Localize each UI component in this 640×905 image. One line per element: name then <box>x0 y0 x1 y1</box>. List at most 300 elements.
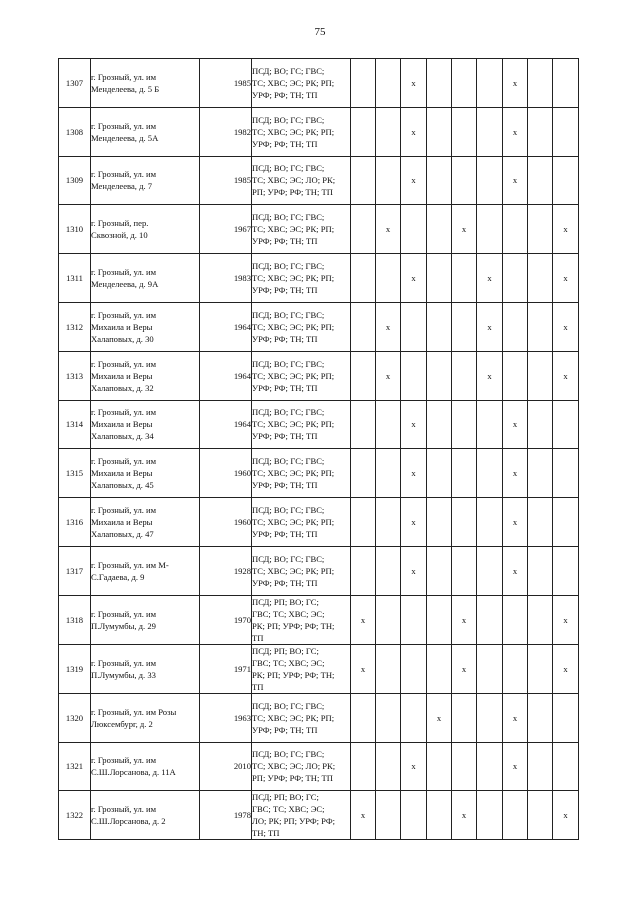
address-cell <box>91 400 200 449</box>
mark-cell <box>477 546 503 595</box>
systems-line: РК; РП; УРФ; РФ; ТН; <box>252 620 335 631</box>
systems-cell <box>252 59 351 108</box>
mark-cell <box>401 693 427 742</box>
x-mark: x <box>385 224 391 235</box>
mark-cell <box>553 107 579 156</box>
mark-cell <box>376 254 401 303</box>
mark-cell <box>528 107 553 156</box>
mark-cell <box>427 302 452 351</box>
year-cell: 1967 <box>200 205 252 254</box>
mark-cell <box>553 351 579 400</box>
mark-cell <box>528 156 553 205</box>
year-cell: 1985 <box>200 156 252 205</box>
systems-cell <box>252 254 351 303</box>
systems-line: УРФ; РФ; ТН; ТП <box>252 285 318 296</box>
systems-line: ПСД; РП; ВО; ГС; <box>252 645 319 656</box>
mark-cell <box>452 644 477 693</box>
address-line: П.Лумумбы, д. 29 <box>91 620 156 631</box>
table-row <box>59 595 579 644</box>
x-mark: x <box>411 126 416 137</box>
mark-cell <box>553 156 579 205</box>
row-number-cell: 1308 <box>59 107 91 156</box>
year-cell: 1983 <box>200 254 252 303</box>
mark-cell <box>477 59 503 108</box>
mark-cell <box>553 742 579 791</box>
address-cell <box>91 693 200 742</box>
systems-line: ПСД; ВО; ГС; ГВС; <box>252 261 325 272</box>
mark-cell <box>452 156 477 205</box>
mark-cell <box>477 400 503 449</box>
systems-line: ГВС; ТС; ХВС; ЭС; <box>252 804 325 815</box>
mark-cell <box>401 302 427 351</box>
table-row <box>59 449 579 498</box>
x-mark: x <box>385 370 391 381</box>
mark-cell <box>401 791 427 840</box>
systems-cell <box>252 644 351 693</box>
systems-line: ТС; ХВС; ЭС; ЛО; РК; <box>252 761 336 772</box>
year-cell: 1963 <box>200 693 252 742</box>
x-mark: x <box>512 712 518 723</box>
mark-cell <box>503 644 528 693</box>
x-mark: x <box>487 321 492 332</box>
address-line: г. Грозный, ул. им <box>91 169 157 180</box>
mark-cell <box>401 107 427 156</box>
systems-cell <box>252 693 351 742</box>
systems-line: УРФ; РФ; ТН; ТП <box>252 724 318 735</box>
mark-cell <box>503 302 528 351</box>
mark-cell <box>427 59 452 108</box>
mark-cell <box>452 546 477 595</box>
mark-cell <box>528 742 553 791</box>
x-mark: x <box>360 663 366 674</box>
x-mark: x <box>461 810 467 821</box>
row-number-cell: 1310 <box>59 205 91 254</box>
address-line: Сквозной, д. 10 <box>91 230 148 241</box>
systems-line: ТС; ХВС; ЭС; ЛО; РК; <box>252 175 336 186</box>
mark-cell <box>503 156 528 205</box>
mark-cell <box>427 254 452 303</box>
address-cell <box>91 546 200 595</box>
address-line: г. Грозный, ул. им <box>91 120 157 131</box>
systems-line: УРФ; РФ; ТН; ТП <box>252 333 318 344</box>
x-mark: x <box>512 761 518 772</box>
row-number-cell: 1311 <box>59 254 91 303</box>
systems-cell <box>252 107 351 156</box>
mark-cell <box>401 449 427 498</box>
mark-cell <box>351 791 376 840</box>
x-mark: x <box>512 419 518 430</box>
address-cell <box>91 107 200 156</box>
systems-line: ПСД; ВО; ГС; ГВС; <box>252 358 325 369</box>
x-mark: x <box>461 224 467 235</box>
mark-cell <box>427 742 452 791</box>
mark-cell <box>477 107 503 156</box>
table-row <box>59 546 579 595</box>
year-cell: 1964 <box>200 400 252 449</box>
mark-cell <box>452 742 477 791</box>
systems-cell <box>252 302 351 351</box>
address-line: г. Грозный, ул. им <box>91 505 157 516</box>
mark-cell <box>427 205 452 254</box>
mark-cell <box>427 156 452 205</box>
x-mark: x <box>411 517 416 528</box>
mark-cell <box>376 351 401 400</box>
mark-cell <box>376 791 401 840</box>
mark-cell <box>452 302 477 351</box>
x-mark: x <box>512 565 518 576</box>
mark-cell <box>477 302 503 351</box>
year-cell: 1978 <box>200 791 252 840</box>
systems-line: ПСД; ВО; ГС; ГВС; <box>252 456 325 467</box>
mark-cell <box>553 59 579 108</box>
mark-cell <box>503 205 528 254</box>
housing-registry-table <box>58 58 579 840</box>
address-line: Михаила и Веры <box>91 321 153 332</box>
row-number-cell: 1320 <box>59 693 91 742</box>
row-number-cell: 1317 <box>59 546 91 595</box>
x-mark: x <box>461 614 467 625</box>
x-mark: x <box>411 77 416 88</box>
mark-cell <box>452 449 477 498</box>
mark-cell <box>351 449 376 498</box>
mark-cell <box>376 546 401 595</box>
mark-cell <box>401 400 427 449</box>
systems-line: УРФ; РФ; ТН; ТП <box>252 89 318 100</box>
row-number-cell: 1307 <box>59 59 91 108</box>
mark-cell <box>452 351 477 400</box>
x-mark: x <box>563 370 568 381</box>
mark-cell <box>503 351 528 400</box>
table-row <box>59 254 579 303</box>
address-line: г. Грозный, ул. им <box>91 71 157 82</box>
mark-cell <box>477 742 503 791</box>
mark-cell <box>528 449 553 498</box>
mark-cell <box>376 498 401 547</box>
mark-cell <box>528 205 553 254</box>
mark-cell <box>351 302 376 351</box>
mark-cell <box>427 644 452 693</box>
mark-cell <box>553 693 579 742</box>
mark-cell <box>351 498 376 547</box>
systems-line: УРФ; РФ; ТН; ТП <box>252 480 318 491</box>
x-mark: x <box>411 175 416 186</box>
mark-cell <box>452 107 477 156</box>
mark-cell <box>503 498 528 547</box>
systems-cell <box>252 595 351 644</box>
address-line: Халаповых, д. 32 <box>91 382 154 393</box>
table-row <box>59 205 579 254</box>
systems-line: РК; РП; УРФ; РФ; ТН; <box>252 669 335 680</box>
address-line: г. Грозный, ул. им <box>91 804 157 815</box>
systems-cell <box>252 546 351 595</box>
address-line: Менделеева, д. 5А <box>91 132 159 143</box>
systems-cell <box>252 791 351 840</box>
address-line: Менделеева, д. 9А <box>91 279 159 290</box>
mark-cell <box>376 400 401 449</box>
mark-cell <box>427 107 452 156</box>
mark-cell <box>528 693 553 742</box>
address-line: Менделеева, д. 5 Б <box>91 83 160 94</box>
mark-cell <box>401 351 427 400</box>
table-row <box>59 400 579 449</box>
mark-cell <box>452 595 477 644</box>
address-line: Михаила и Веры <box>91 370 153 381</box>
mark-cell <box>401 205 427 254</box>
systems-line: РП; УРФ; РФ; ТН; ТП <box>252 773 333 784</box>
systems-line: ПСД; ВО; ГС; ГВС; <box>252 114 325 125</box>
table-row <box>59 351 579 400</box>
mark-cell <box>427 351 452 400</box>
systems-line: ПСД; РП; ВО; ГС; <box>252 596 319 607</box>
x-mark: x <box>563 224 568 235</box>
mark-cell <box>528 254 553 303</box>
mark-cell <box>528 791 553 840</box>
mark-cell <box>477 156 503 205</box>
mark-cell <box>427 449 452 498</box>
x-mark: x <box>461 663 467 674</box>
address-cell <box>91 351 200 400</box>
systems-line: ГВС; ТС; ХВС; ЭС; <box>252 657 325 668</box>
mark-cell <box>528 498 553 547</box>
mark-cell <box>452 254 477 303</box>
mark-cell <box>503 254 528 303</box>
address-line: Михаила и Веры <box>91 419 153 430</box>
mark-cell <box>452 693 477 742</box>
year-cell: 1964 <box>200 302 252 351</box>
x-mark: x <box>487 273 492 284</box>
address-line: г. Грозный, ул. им <box>91 407 157 418</box>
mark-cell <box>553 400 579 449</box>
address-cell <box>91 742 200 791</box>
mark-cell <box>427 546 452 595</box>
mark-cell <box>553 546 579 595</box>
mark-cell <box>376 449 401 498</box>
mark-cell <box>376 302 401 351</box>
systems-cell <box>252 742 351 791</box>
x-mark: x <box>512 175 518 186</box>
systems-line: ТС; ХВС; ЭС; РК; РП; <box>252 224 335 235</box>
systems-line: УРФ; РФ; ТН; ТП <box>252 577 318 588</box>
address-cell <box>91 791 200 840</box>
mark-cell <box>351 693 376 742</box>
address-line: г. Грозный, ул. им <box>91 309 157 320</box>
mark-cell <box>351 254 376 303</box>
systems-line: ПСД; ВО; ГС; ГВС; <box>252 65 325 76</box>
table-row <box>59 107 579 156</box>
systems-line: ТС; ХВС; ЭС; РК; РП; <box>252 370 335 381</box>
systems-line: ЛО; РК; РП; УРФ; РФ; <box>252 816 335 827</box>
row-number-cell: 1314 <box>59 400 91 449</box>
mark-cell <box>528 400 553 449</box>
address-line: г. Грозный, ул. им <box>91 456 157 467</box>
address-line: П.Лумумбы, д. 33 <box>91 669 156 680</box>
address-line: г. Грозный, ул. им <box>91 755 157 766</box>
table-row <box>59 791 579 840</box>
x-mark: x <box>512 77 518 88</box>
address-cell <box>91 498 200 547</box>
table-row <box>59 156 579 205</box>
table-row <box>59 644 579 693</box>
mark-cell <box>351 205 376 254</box>
mark-cell <box>376 107 401 156</box>
address-cell <box>91 205 200 254</box>
table-row <box>59 59 579 108</box>
row-number-cell: 1312 <box>59 302 91 351</box>
systems-cell <box>252 498 351 547</box>
x-mark: x <box>411 761 416 772</box>
systems-cell <box>252 205 351 254</box>
year-cell: 1964 <box>200 351 252 400</box>
mark-cell <box>477 693 503 742</box>
year-cell: 2010 <box>200 742 252 791</box>
table-row <box>59 693 579 742</box>
mark-cell <box>427 595 452 644</box>
row-number-cell: 1318 <box>59 595 91 644</box>
mark-cell <box>503 546 528 595</box>
x-mark: x <box>512 126 518 137</box>
x-mark: x <box>360 614 366 625</box>
address-line: Халаповых, д. 45 <box>91 480 154 491</box>
systems-line: УРФ; РФ; ТН; ТП <box>252 529 318 540</box>
row-number-cell: 1322 <box>59 791 91 840</box>
year-cell: 1982 <box>200 107 252 156</box>
mark-cell <box>553 595 579 644</box>
mark-cell <box>503 595 528 644</box>
mark-cell <box>528 351 553 400</box>
systems-line: ТП <box>252 681 264 692</box>
x-mark: x <box>512 468 518 479</box>
address-line: г. Грозный, ул. им <box>91 267 157 278</box>
address-cell <box>91 156 200 205</box>
mark-cell <box>452 205 477 254</box>
mark-cell <box>376 742 401 791</box>
row-number-cell: 1313 <box>59 351 91 400</box>
systems-line: ТС; ХВС; ЭС; РК; РП; <box>252 273 335 284</box>
mark-cell <box>503 400 528 449</box>
address-line: г. Грозный, ул. им М- <box>91 559 169 570</box>
mark-cell <box>376 205 401 254</box>
mark-cell <box>528 644 553 693</box>
x-mark: x <box>411 565 416 576</box>
year-cell: 1960 <box>200 449 252 498</box>
mark-cell <box>351 59 376 108</box>
mark-cell <box>553 205 579 254</box>
systems-line: ТС; ХВС; ЭС; РК; РП; <box>252 126 335 137</box>
systems-cell <box>252 156 351 205</box>
mark-cell <box>553 302 579 351</box>
mark-cell <box>477 644 503 693</box>
mark-cell <box>477 449 503 498</box>
page-number: 75 <box>314 26 326 38</box>
address-cell <box>91 254 200 303</box>
x-mark: x <box>411 273 416 284</box>
mark-cell <box>477 254 503 303</box>
row-number-cell: 1309 <box>59 156 91 205</box>
mark-cell <box>503 107 528 156</box>
mark-cell <box>477 791 503 840</box>
row-number-cell: 1319 <box>59 644 91 693</box>
mark-cell <box>376 59 401 108</box>
mark-cell <box>452 59 477 108</box>
mark-cell <box>401 742 427 791</box>
table-row <box>59 742 579 791</box>
address-cell <box>91 449 200 498</box>
mark-cell <box>351 595 376 644</box>
mark-cell <box>376 156 401 205</box>
address-line: Михаила и Веры <box>91 517 153 528</box>
systems-cell <box>252 449 351 498</box>
x-mark: x <box>411 468 416 479</box>
mark-cell <box>427 498 452 547</box>
year-cell: 1970 <box>200 595 252 644</box>
systems-line: ТС; ХВС; ЭС; РК; РП; <box>252 517 335 528</box>
systems-line: УРФ; РФ; ТН; ТП <box>252 236 318 247</box>
address-cell <box>91 59 200 108</box>
mark-cell <box>477 351 503 400</box>
row-number-cell: 1315 <box>59 449 91 498</box>
row-number-cell: 1316 <box>59 498 91 547</box>
address-line: Менделеева, д. 7 <box>91 181 153 192</box>
table-row <box>59 302 579 351</box>
mark-cell <box>351 742 376 791</box>
address-line: Люксембург, д. 2 <box>91 718 153 729</box>
x-mark: x <box>563 273 568 284</box>
mark-cell <box>503 791 528 840</box>
mark-cell <box>553 498 579 547</box>
mark-cell <box>528 302 553 351</box>
x-mark: x <box>360 810 366 821</box>
x-mark: x <box>563 810 568 821</box>
systems-line: ТС; ХВС; ЭС; РК; РП; <box>252 712 335 723</box>
address-line: г. Грозный, ул. им <box>91 358 157 369</box>
row-number-cell: 1321 <box>59 742 91 791</box>
systems-cell <box>252 400 351 449</box>
mark-cell <box>351 156 376 205</box>
mark-cell <box>477 205 503 254</box>
mark-cell <box>477 595 503 644</box>
systems-line: ТС; ХВС; ЭС; РК; РП; <box>252 419 335 430</box>
address-cell <box>91 595 200 644</box>
year-cell: 1928 <box>200 546 252 595</box>
systems-line: РП; УРФ; РФ; ТН; ТП <box>252 187 333 198</box>
x-mark: x <box>436 712 442 723</box>
year-cell: 1960 <box>200 498 252 547</box>
mark-cell <box>401 254 427 303</box>
mark-cell <box>528 59 553 108</box>
year-cell: 1985 <box>200 59 252 108</box>
address-line: Халаповых, д. 30 <box>91 333 154 344</box>
address-line: г. Грозный, ул. им <box>91 608 157 619</box>
x-mark: x <box>385 321 391 332</box>
address-line: г. Грозный, ул. им <box>91 657 157 668</box>
x-mark: x <box>563 614 568 625</box>
systems-line: ПСД; ВО; ГС; ГВС; <box>252 212 325 223</box>
x-mark: x <box>563 663 568 674</box>
mark-cell <box>401 59 427 108</box>
x-mark: x <box>411 419 416 430</box>
mark-cell <box>351 546 376 595</box>
systems-line: ПСД; ВО; ГС; ГВС; <box>252 553 325 564</box>
mark-cell <box>503 693 528 742</box>
systems-line: ТС; ХВС; ЭС; РК; РП; <box>252 321 335 332</box>
mark-cell <box>452 791 477 840</box>
mark-cell <box>376 595 401 644</box>
systems-cell <box>252 351 351 400</box>
address-line: Халаповых, д. 47 <box>91 529 154 540</box>
mark-cell <box>351 351 376 400</box>
mark-cell <box>427 693 452 742</box>
mark-cell <box>553 791 579 840</box>
